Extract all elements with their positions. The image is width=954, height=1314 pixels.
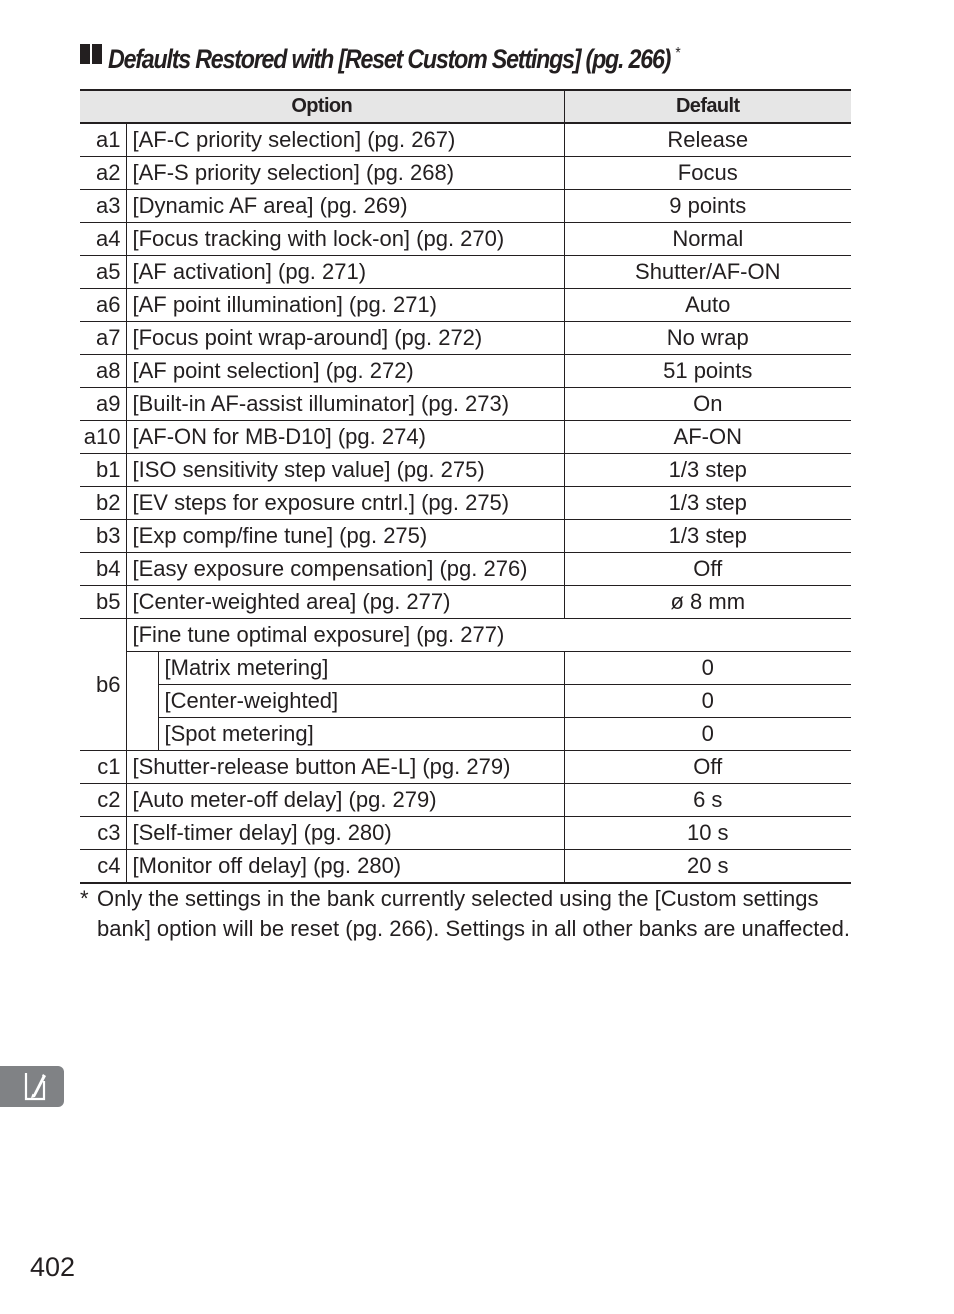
subrow-default: 0 bbox=[564, 718, 851, 751]
subrow-option: [Center-weighted] bbox=[158, 685, 564, 718]
table-row bbox=[80, 322, 851, 355]
row-option: [Exp comp/fine tune] (pg. 275) bbox=[126, 520, 564, 553]
row-code: c1 bbox=[80, 751, 126, 784]
row-default: Release bbox=[564, 123, 851, 157]
footnote bbox=[80, 884, 850, 944]
row-option: [Monitor off delay] (pg. 280) bbox=[126, 850, 564, 884]
row-default: Off bbox=[564, 553, 851, 586]
row-default: ø 8 mm bbox=[564, 586, 851, 619]
row-code: a7 bbox=[80, 322, 126, 355]
row-option: [EV steps for exposure cntrl.] (pg. 275) bbox=[126, 487, 564, 520]
table-row bbox=[80, 850, 851, 884]
row-code: a3 bbox=[80, 190, 126, 223]
row-code: a8 bbox=[80, 355, 126, 388]
table-row bbox=[80, 256, 851, 289]
row-default: 1/3 step bbox=[564, 520, 851, 553]
row-code: a10 bbox=[80, 421, 126, 454]
table-row bbox=[80, 123, 851, 157]
table-row-b6 bbox=[80, 619, 851, 652]
table-row bbox=[80, 784, 851, 817]
row-default: 1/3 step bbox=[564, 487, 851, 520]
table-row bbox=[80, 817, 851, 850]
row-code: b3 bbox=[80, 520, 126, 553]
row-code: b6 bbox=[80, 619, 126, 751]
section-heading bbox=[80, 44, 880, 88]
column-header-option: Option bbox=[80, 90, 564, 123]
row-option: [Center-weighted area] (pg. 277) bbox=[126, 586, 564, 619]
footnote-mark: * bbox=[80, 886, 89, 911]
footnote-mark: * bbox=[675, 45, 680, 62]
row-code: a9 bbox=[80, 388, 126, 421]
row-default: 9 points bbox=[564, 190, 851, 223]
row-default: Auto bbox=[564, 289, 851, 322]
column-header-default: Default bbox=[564, 90, 851, 123]
table-row bbox=[80, 388, 851, 421]
row-option: [AF-C priority selection] (pg. 267) bbox=[126, 123, 564, 157]
table-row bbox=[80, 553, 851, 586]
subrow-option: [Matrix metering] bbox=[158, 652, 564, 685]
table-row bbox=[80, 751, 851, 784]
indent-spacer bbox=[126, 652, 158, 685]
section-title: Defaults Restored with [Reset Custom Settings] (pg. 266) * bbox=[108, 44, 680, 74]
table-row bbox=[80, 157, 851, 190]
row-option: [Focus tracking with lock-on] (pg. 270) bbox=[126, 223, 564, 256]
table-subrow bbox=[80, 685, 851, 718]
row-option: [AF point illumination] (pg. 271) bbox=[126, 289, 564, 322]
row-option: [Focus point wrap-around] (pg. 272) bbox=[126, 322, 564, 355]
row-default: No wrap bbox=[564, 322, 851, 355]
row-code: b4 bbox=[80, 553, 126, 586]
row-code: b5 bbox=[80, 586, 126, 619]
row-default: 20 s bbox=[564, 850, 851, 884]
table-row bbox=[80, 421, 851, 454]
table-row bbox=[80, 223, 851, 256]
indent-spacer bbox=[126, 685, 158, 718]
row-default: AF-ON bbox=[564, 421, 851, 454]
row-default: 6 s bbox=[564, 784, 851, 817]
row-option: [AF activation] (pg. 271) bbox=[126, 256, 564, 289]
row-code: a6 bbox=[80, 289, 126, 322]
page-number: 402 bbox=[30, 1252, 76, 1282]
row-option: [Dynamic AF area] (pg. 269) bbox=[126, 190, 564, 223]
menu-guide-tab bbox=[0, 1066, 64, 1107]
row-default: Shutter/AF-ON bbox=[564, 256, 851, 289]
row-code: a4 bbox=[80, 223, 126, 256]
row-option: [ISO sensitivity step value] (pg. 275) bbox=[126, 454, 564, 487]
row-code: b2 bbox=[80, 487, 126, 520]
row-option: [AF point selection] (pg. 272) bbox=[126, 355, 564, 388]
row-option: [Fine tune optimal exposure] (pg. 277) bbox=[126, 619, 851, 652]
row-code: a1 bbox=[80, 123, 126, 157]
row-option: [AF-S priority selection] (pg. 268) bbox=[126, 157, 564, 190]
defaults-table bbox=[80, 89, 851, 884]
table-row bbox=[80, 190, 851, 223]
row-default: On bbox=[564, 388, 851, 421]
row-default: 10 s bbox=[564, 817, 851, 850]
row-code: a2 bbox=[80, 157, 126, 190]
row-default: Focus bbox=[564, 157, 851, 190]
table-row bbox=[80, 586, 851, 619]
row-default: Off bbox=[564, 751, 851, 784]
row-option: [Shutter-release button AE-L] (pg. 279) bbox=[126, 751, 564, 784]
row-code: b1 bbox=[80, 454, 126, 487]
row-option: [Built-in AF-assist illuminator] (pg. 273) bbox=[126, 388, 564, 421]
row-code: c4 bbox=[80, 850, 126, 884]
row-code: a5 bbox=[80, 256, 126, 289]
menu-guide-pencil-icon bbox=[24, 1071, 46, 1101]
indent-spacer bbox=[126, 718, 158, 751]
row-option: [Auto meter-off delay] (pg. 279) bbox=[126, 784, 564, 817]
table-row bbox=[80, 289, 851, 322]
section-marker-icon bbox=[80, 44, 104, 69]
table-row bbox=[80, 454, 851, 487]
row-option: [Self-timer delay] (pg. 280) bbox=[126, 817, 564, 850]
table-header-row bbox=[80, 90, 851, 123]
row-default: Normal bbox=[564, 223, 851, 256]
row-option: [Easy exposure compensation] (pg. 276) bbox=[126, 553, 564, 586]
table-subrow bbox=[80, 652, 851, 685]
footnote-text: Only the settings in the bank currently selected using the [Custom settings bank] option will be reset (pg. 266). Settings in all other banks are unaffected. bbox=[97, 886, 850, 941]
row-option: [AF-ON for MB-D10] (pg. 274) bbox=[126, 421, 564, 454]
table-row bbox=[80, 520, 851, 553]
table-subrow bbox=[80, 718, 851, 751]
row-default: 51 points bbox=[564, 355, 851, 388]
table-row bbox=[80, 487, 851, 520]
row-code: c2 bbox=[80, 784, 126, 817]
subrow-default: 0 bbox=[564, 652, 851, 685]
row-code: c3 bbox=[80, 817, 126, 850]
subrow-option: [Spot metering] bbox=[158, 718, 564, 751]
subrow-default: 0 bbox=[564, 685, 851, 718]
row-default: 1/3 step bbox=[564, 454, 851, 487]
table-row bbox=[80, 355, 851, 388]
